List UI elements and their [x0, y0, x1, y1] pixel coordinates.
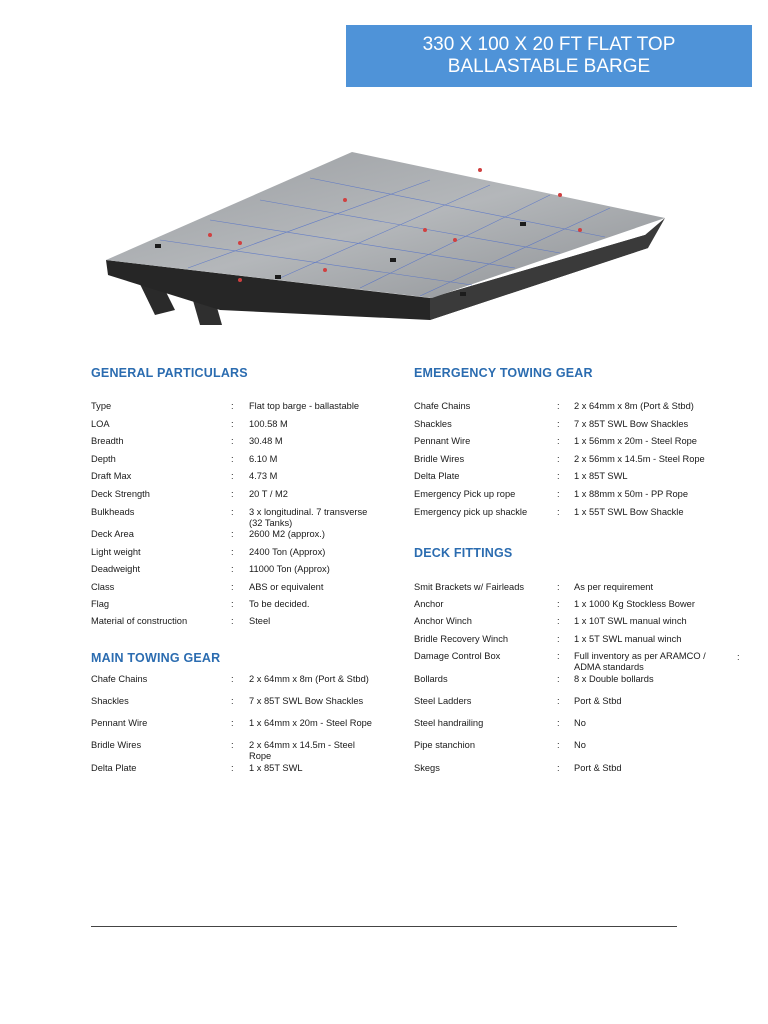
spec-label: Smit Brackets w/ Fairleads — [414, 582, 525, 592]
title-line-1: 330 X 100 X 20 FT FLAT TOP — [422, 34, 676, 55]
spec-value: 20 T / M2 — [249, 489, 288, 499]
spec-value: 1 x 10T SWL manual winch — [574, 616, 687, 626]
spec-separator: : — [557, 489, 560, 499]
spec-label: Bridle Wires — [91, 740, 142, 750]
spec-label: Flag — [91, 599, 110, 609]
spec-separator: : — [231, 454, 234, 464]
spec-value: No — [574, 740, 586, 750]
spec-value: 1 x 1000 Kg Stockless Bower — [574, 599, 695, 609]
barge-illustration — [100, 140, 680, 330]
emergency-towing-gear-heading: EMERGENCY TOWING GEAR — [414, 366, 593, 380]
spec-separator: : — [231, 616, 234, 626]
spec-separator: : — [557, 616, 560, 626]
spec-value: 3 x longitudinal. 7 transverse (32 Tanks) — [249, 507, 368, 528]
spec-label: Anchor Winch — [414, 616, 472, 626]
spec-value: 1 x 5T SWL manual winch — [574, 634, 682, 644]
spec-value: Flat top barge - ballastable — [249, 401, 360, 411]
spec-label: LOA — [91, 419, 110, 429]
spec-value: 1 x 56mm x 20m - Steel Rope — [574, 436, 697, 446]
spec-value: 7 x 85T SWL Bow Shackles — [249, 696, 364, 706]
spec-separator: : — [231, 582, 234, 592]
footer-rule — [91, 926, 677, 927]
main-towing-gear-heading: MAIN TOWING GEAR — [91, 651, 221, 665]
spec-label: Breadth — [91, 436, 124, 446]
spec-separator: : — [557, 436, 560, 446]
spec-label: Emergency Pick up rope — [414, 489, 516, 499]
spec-value: Steel — [249, 616, 271, 626]
spec-value: Port & Stbd — [574, 696, 622, 706]
spec-value: 8 x Double bollards — [574, 674, 654, 684]
spec-value: Full inventory as per ARAMCO / ADMA standards — [574, 651, 706, 672]
spec-label: Damage Control Box — [414, 651, 501, 661]
stray-separator: : — [737, 652, 740, 662]
spec-label: Deck Area — [91, 529, 134, 539]
spec-label: Steel Ladders — [414, 696, 472, 706]
spec-value: 2 x 64mm x 14.5m - Steel Rope — [249, 740, 355, 761]
spec-separator: : — [231, 401, 234, 411]
spec-separator: : — [231, 529, 234, 539]
spec-separator: : — [231, 489, 234, 499]
spec-separator: : — [557, 582, 560, 592]
spec-value: 2 x 56mm x 14.5m - Steel Rope — [574, 454, 705, 464]
spec-separator: : — [231, 564, 234, 574]
spec-label: Pennant Wire — [414, 436, 471, 446]
spec-label: Shackles — [91, 696, 129, 706]
spec-separator: : — [231, 740, 234, 750]
spec-label: Bollards — [414, 674, 448, 684]
spec-separator: : — [231, 507, 234, 517]
spec-separator: : — [231, 471, 234, 481]
spec-value: 30.48 M — [249, 436, 283, 446]
spec-label: Draft Max — [91, 471, 132, 481]
spec-label: Pipe stanchion — [414, 740, 475, 750]
spec-separator: : — [231, 599, 234, 609]
spec-label: Deck Strength — [91, 489, 150, 499]
spec-separator: : — [231, 547, 234, 557]
spec-value: 1 x 64mm x 20m - Steel Rope — [249, 718, 372, 728]
spec-label: Chafe Chains — [91, 674, 148, 684]
spec-value: 1 x 85T SWL — [249, 763, 303, 773]
spec-separator: : — [557, 634, 560, 644]
spec-label: Bridle Recovery Winch — [414, 634, 509, 644]
spec-label: Chafe Chains — [414, 401, 471, 411]
spec-value: Port & Stbd — [574, 763, 622, 773]
spec-separator: : — [231, 674, 234, 684]
spec-value: 100.58 M — [249, 419, 288, 429]
spec-value: 2 x 64mm x 8m (Port & Stbd) — [574, 401, 694, 411]
spec-value: 7 x 85T SWL Bow Shackles — [574, 419, 689, 429]
spec-separator: : — [231, 763, 234, 773]
spec-separator: : — [557, 696, 560, 706]
spec-value: ABS or equivalent — [249, 582, 324, 592]
spec-label: Steel handrailing — [414, 718, 484, 728]
spec-label: Depth — [91, 454, 116, 464]
spec-label: Type — [91, 401, 112, 411]
spec-label: Skegs — [414, 763, 440, 773]
spec-label: Shackles — [414, 419, 452, 429]
spec-separator: : — [557, 419, 560, 429]
spec-label: Pennant Wire — [91, 718, 148, 728]
spec-value: 2400 Ton (Approx) — [249, 547, 326, 557]
spec-separator: : — [557, 401, 560, 411]
spec-value: 2 x 64mm x 8m (Port & Stbd) — [249, 674, 369, 684]
spec-separator: : — [557, 740, 560, 750]
spec-label: Material of construction — [91, 616, 188, 626]
spec-separator: : — [557, 674, 560, 684]
title-line-2: BALLASTABLE BARGE — [447, 56, 651, 77]
spec-label: Delta Plate — [414, 471, 460, 481]
spec-separator: : — [231, 436, 234, 446]
spec-separator: : — [557, 599, 560, 609]
spec-value: 11000 Ton (Approx) — [249, 564, 330, 574]
spec-value: As per requirement — [574, 582, 654, 592]
spec-label: Deadweight — [91, 564, 141, 574]
spec-value: No — [574, 718, 586, 728]
spec-separator: : — [231, 696, 234, 706]
spec-label: Class — [91, 582, 115, 592]
spec-value: To be decided. — [249, 599, 310, 609]
deck-fittings-heading: DECK FITTINGS — [414, 546, 513, 560]
spec-label: Delta Plate — [91, 763, 137, 773]
spec-label: Bulkheads — [91, 507, 135, 517]
spec-value: 1 x 88mm x 50m - PP Rope — [574, 489, 689, 499]
spec-separator: : — [557, 471, 560, 481]
spec-label: Bridle Wires — [414, 454, 465, 464]
spec-separator: : — [231, 419, 234, 429]
spec-separator: : — [557, 651, 560, 661]
spec-separator: : — [557, 718, 560, 728]
spec-value: 4.73 M — [249, 471, 278, 481]
spec-value: 6.10 M — [249, 454, 278, 464]
title-banner — [346, 25, 752, 87]
spec-label: Emergency pick up shackle — [414, 507, 528, 517]
spec-value: 1 x 55T SWL Bow Shackle — [574, 507, 684, 517]
general-particulars-heading: GENERAL PARTICULARS — [91, 366, 248, 380]
spec-separator: : — [231, 718, 234, 728]
spec-label: Anchor — [414, 599, 444, 609]
spec-separator: : — [557, 454, 560, 464]
spec-value: 1 x 85T SWL — [574, 471, 628, 481]
spec-value: 2600 M2 (approx.) — [249, 529, 325, 539]
spec-label: Light weight — [91, 547, 141, 557]
spec-separator: : — [557, 763, 560, 773]
spec-separator: : — [557, 507, 560, 517]
